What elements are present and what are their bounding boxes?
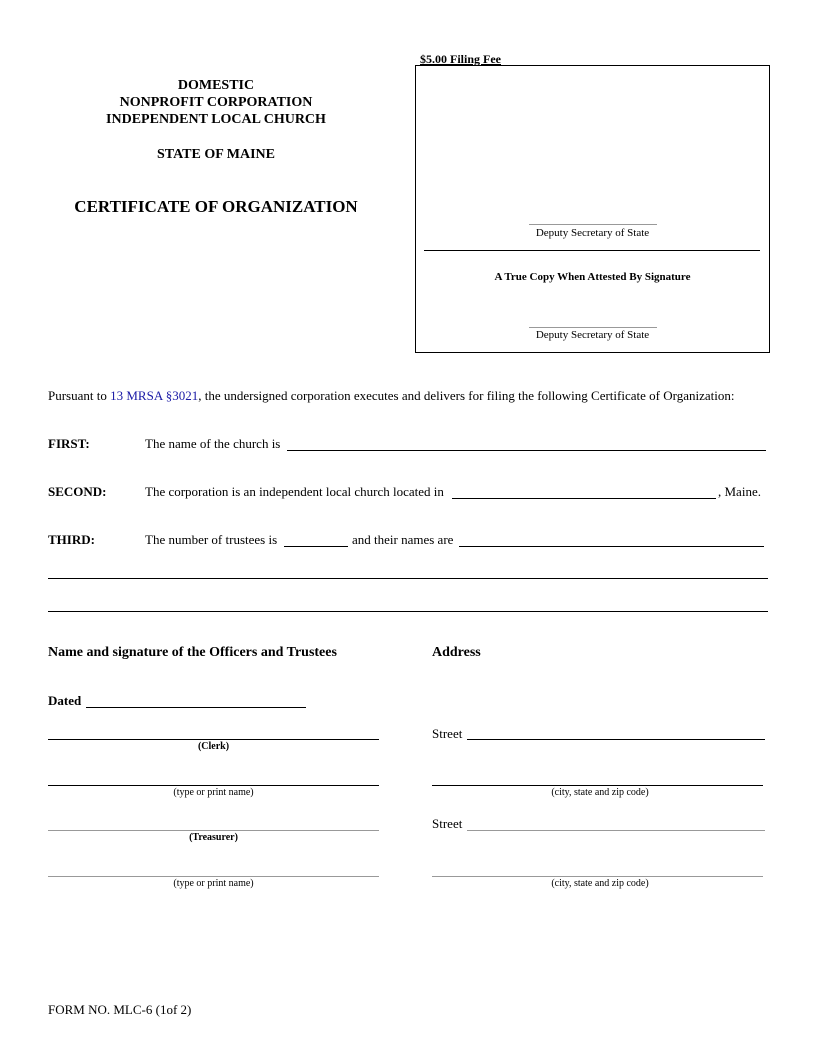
header-nonprofit: NONPROFIT CORPORATION <box>119 95 313 110</box>
street-label-2: Street <box>432 816 463 831</box>
attest-label: A True Copy When Attested By Signature <box>494 271 691 283</box>
deputy-signature-line-2 <box>529 327 657 328</box>
deputy-label-2: Deputy Secretary of State <box>535 329 650 341</box>
clerk-name-field[interactable] <box>48 785 379 786</box>
intro-paragraph <box>48 388 734 404</box>
second-label: SECOND: <box>48 484 107 499</box>
church-location-field[interactable] <box>452 498 716 499</box>
trustee-names-field[interactable] <box>459 546 764 547</box>
page-title: CERTIFICATE OF ORGANIZATION <box>74 197 358 216</box>
dated-field[interactable] <box>86 707 306 708</box>
address-heading: Address <box>432 645 481 660</box>
street-label-1: Street <box>432 726 463 741</box>
street-field-1[interactable] <box>467 739 765 740</box>
trustee-names-line-3[interactable] <box>48 611 768 612</box>
filing-stamp-box <box>415 65 770 353</box>
second-text: The corporation is an independent local church located in <box>145 484 444 499</box>
city-field-1[interactable] <box>432 785 763 786</box>
clerk-label: (Clerk) <box>197 741 230 752</box>
church-name-field[interactable] <box>287 450 766 451</box>
city-label-1: (city, state and zip code) <box>551 787 649 798</box>
treasurer-signature-field[interactable] <box>48 830 379 831</box>
first-label: FIRST: <box>48 436 90 451</box>
clerk-signature-field[interactable] <box>48 739 379 740</box>
box-divider <box>424 250 760 251</box>
statute-link[interactable]: 13 MRSA §3021 <box>110 388 199 403</box>
intro-suffix: , the undersigned corporation executes and delivers for filing the following Certificate of Organization: <box>198 388 735 403</box>
deputy-signature-line-1 <box>529 224 657 225</box>
header-domestic: DOMESTIC <box>177 78 255 93</box>
clerk-type-print-label: (type or print name) <box>173 787 254 798</box>
treasurer-name-field[interactable] <box>48 876 379 877</box>
filing-fee-label: $5.00 Filing Fee <box>420 52 501 66</box>
trustee-names-line-2[interactable] <box>48 578 768 579</box>
city-field-2[interactable] <box>432 876 763 877</box>
intro-prefix: Pursuant to <box>48 388 111 403</box>
first-text: The name of the church is <box>145 436 281 451</box>
street-field-2[interactable] <box>467 830 765 831</box>
third-label: THIRD: <box>48 532 95 547</box>
form-number: FORM NO. MLC-6 (1of 2) <box>48 1002 192 1017</box>
third-mid: and their names are <box>352 532 454 547</box>
treasurer-type-print-label: (type or print name) <box>173 878 254 889</box>
trustee-count-field[interactable] <box>284 546 348 547</box>
signatures-heading: Name and signature of the Officers and Trustees <box>48 645 337 660</box>
header-church: INDEPENDENT LOCAL CHURCH <box>106 112 326 127</box>
deputy-label-1: Deputy Secretary of State <box>535 227 650 239</box>
city-label-2: (city, state and zip code) <box>551 878 649 889</box>
second-suffix: , Maine. <box>718 484 761 499</box>
dated-label: Dated <box>48 693 82 708</box>
treasurer-label: (Treasurer) <box>189 832 238 843</box>
header-state: STATE OF MAINE <box>157 147 275 162</box>
third-text: The number of trustees is <box>145 532 278 547</box>
